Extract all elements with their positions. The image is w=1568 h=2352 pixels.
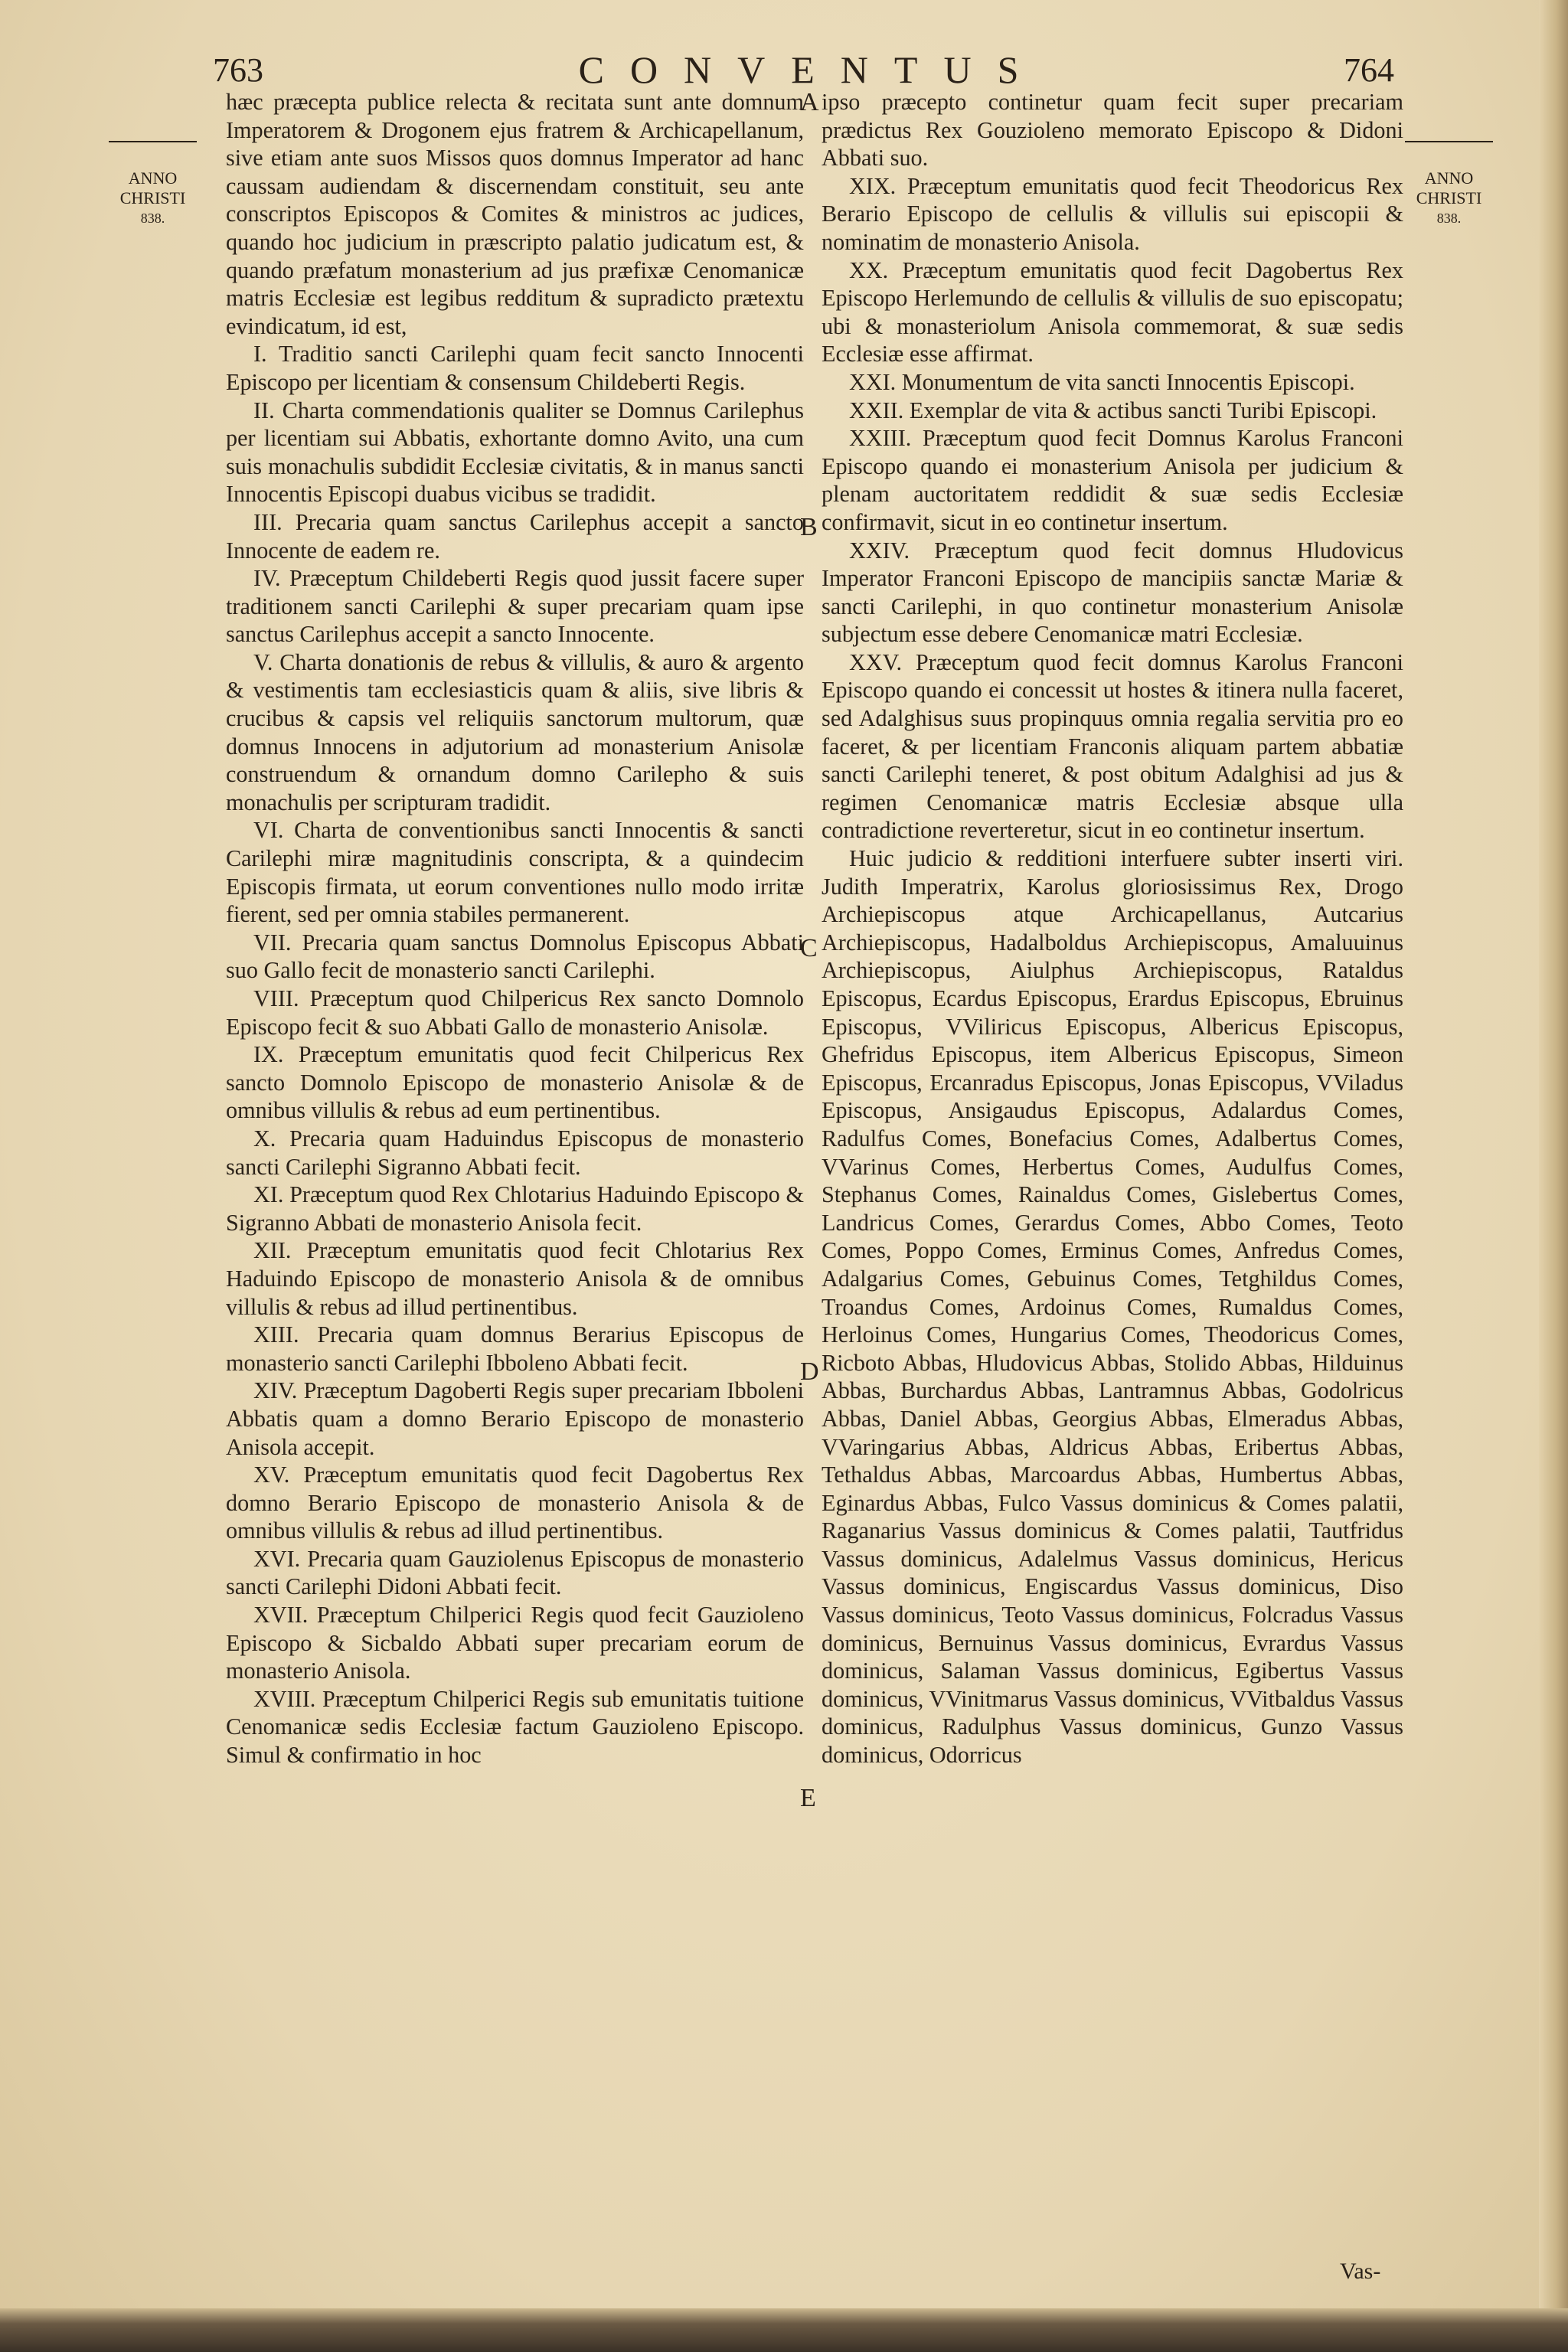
margin-year: 838. [1436,211,1462,226]
running-title: CONVENTUS [578,48,1045,91]
margin-christi: CHRISTI [119,188,186,207]
list-item: XXV. Præceptum quod fecit domnus Karolus Franconi Episcopo quando ei concessit ut hostes & itinera nulla faceret, sed Adalghisus suus propinquus omnia regalia servitia pro eo faceret, & per licentiam Franconis aliquam partem abbatiæ sancti Carilephi teneret, & post obitum Adalghisi ad jus & regimen Cenomanicæ matris Ecclesiæ absque ulla contradictione reverteretur, sicut in eo continetur insertum. [822,648,1403,844]
section-letter-e: E [800,1784,816,1812]
list-item: XX. Præceptum emunitatis quod fecit Dagobertus Rex Episcopo Herlemundo de cellulis & villulis de suo episcopatu; ubi & monasteriolum Anisola commemorat, & suæ sedis Ecclesiæ esse affirmat. [822,256,1403,368]
list-item: XII. Præceptum emunitatis quod fecit Chlotarius Rex Haduindo Episcopo de monasterio Anisola & de omnibus villulis & rebus ad illud pertinentibus. [226,1237,804,1320]
list-item: XIV. Præceptum Dagoberti Regis super precariam Ibboleni Abbatis quam a domno Berario Episcopo de monasterio Anisola accepit. [226,1377,804,1460]
section-letter-b: B [800,513,818,541]
margin-anno: ANNO [128,168,178,188]
right-text-column [822,88,1403,1769]
list-item: IX. Præceptum emunitatis quod fecit Chilpericus Rex sancto Domnolo Episcopo de monasterio Anisolæ & de omnibus villulis & rebus ad eum pertinentibus. [226,1041,804,1124]
list-item: XVIII. Præceptum Chilperici Regis sub emunitatis tuitione Cenomanicæ sedis Ecclesiæ factum Gauzioleno Episcopo. Simul & confirmatio in hoc [226,1685,804,1769]
list-item: I. Traditio sancti Carilephi quam fecit sancto Innocenti Episcopo per licentiam & consensum Childeberti Regis. [226,341,804,395]
list-item: IV. Præceptum Childeberti Regis quod jussit facere super traditionem sancti Carilephi & super precariam quam ipse sanctus Carilephus accepit a sancto Innocente. [226,565,804,648]
paragraph: Huic judicio & redditioni interfuere subter inserti viri. Judith Imperatrix, Karolus gloriosissimus Rex, Drogo Archiepiscopus atque Archicapellanus, Autcarius Archiepiscopus, Hadalboldus Archiepiscopus, Amaluuinus Archiepiscopus, Aiulphus Archiepiscopus, Rataldus Episcopus, Ecardus Episcopus, Erardus Episcopus, Ebruinus Episcopus, VViliricus Episcopus, Albericus Episcopus, Ghefridus Episcopus, item Albericus Episcopus, Simeon Episcopus, Ercanradus Episcopus, Jonas Episcopus, VViladus Episcopus, Ansigaudus Episcopus, Adalardus Comes, Radulfus Comes, Bonefacius Comes, Adalbertus Comes, VVarinus Comes, Herbertus Comes, Audulfus Comes, Stephanus Comes, Rainaldus Comes, Gislebertus Comes, Landricus Comes, Gerardus Comes, Abbo Comes, Teoto Comes, Poppo Comes, Erminus Comes, Anfredus Comes, Adalgarius Comes, Gebuinus Comes, Tetghildus Comes, Troandus Comes, Ardoinus Comes, Rumaldus Comes, Herloinus Comes, Hungarius Comes, Theodoricus Comes, Ricboto Abbas, Hludovicus Abbas, Stolido Abbas, Hilduinus Abbas, Burchardus Abbas, Lantramnus Abbas, Godolricus Abbas, Daniel Abbas, Georgius Abbas, Elmeradus Abbas, VVaringarius Abbas, Aldricus Abbas, Eribertus Abbas, Tethaldus Abbas, Marcoardus Abbas, Humbertus Abbas, Eginardus Abbas, Fulco Vassus dominicus & Comes palatii, Raganarius Vassus dominicus & Comes palatii, Tautfridus Vassus dominicus, Adalelmus Vassus dominicus, Hericus Vassus dominicus, Engiscardus Vassus dominicus, Diso Vassus dominicus, Teoto Vassus dominicus, Folcradus Vassus dominicus, Bernuinus Vassus dominicus, Evrardus Vassus dominicus, Salaman Vassus dominicus, Egibertus Vassus dominicus, VVinitmarus Vassus dominicus, VVitbaldus Vassus dominicus, Radulphus Vassus dominicus, Gunzo Vassus dominicus, Odorricus [822,845,1403,1769]
list-item: XXIV. Præceptum quod fecit domnus Hludovicus Imperator Franconi Episcopo de mancipiis sanctæ Mariæ & sancti Carilephi, in quo continetur monasterium Anisolæ subjectum esse debere Cenomanicæ matri Ecclesiæ. [822,537,1403,648]
list-item: XIX. Præceptum emunitatis quod fecit Theodoricus Rex Berario Episcopo de cellulis & villulis sui episcopii & nominatim de monasterio Anisola. [822,172,1403,255]
page-number-right: 764 [1344,51,1394,89]
paragraph: ipso præcepto continetur quam fecit super precariam prædictus Rex Gouzioleno memorato Episcopo & Didoni Abbati suo. [822,89,1403,172]
catchword: Vas- [1340,2259,1381,2284]
section-letter-c: C [800,934,818,962]
left-text-column [226,88,804,1769]
list-item: III. Precaria quam sanctus Carilephus accepit a sancto Innocente de eadem re. [226,508,804,564]
list-item: VIII. Præceptum quod Chilpericus Rex sancto Domnolo Episcopo fecit & suo Abbati Gallo de monasterio Anisolæ. [226,985,804,1040]
page-number-left: 763 [213,51,263,89]
list-item: XV. Præceptum emunitatis quod fecit Dagobertus Rex domno Berario Episcopo de monasterio Anisola & de omnibus villulis & rebus ad illud pertinentibus. [226,1462,804,1544]
margin-note-right [1405,141,1493,228]
margin-year: 838. [140,211,165,226]
list-item: X. Precaria quam Haduindus Episcopus de monasterio sancti Carilephi Sigranno Abbati fecit. [226,1125,804,1180]
list-item: XVII. Præceptum Chilperici Regis quod fecit Gauzioleno Episcopo & Sicbaldo Abbati super precariam eorum de monasterio Anisola. [226,1602,804,1684]
list-item: XIII. Precaria quam domnus Berarius Episcopus de monasterio sancti Carilephi Ibboleno Abbati fecit. [226,1321,804,1376]
margin-anno: ANNO [1424,168,1474,188]
margin-christi: CHRISTI [1416,188,1482,207]
list-item: VI. Charta de conventionibus sancti Innocentis & sancti Carilephi miræ magnitudinis conscripta, & a quindecim Episcopis firmata, ut eorum conventiones nullo modo irritæ fierent, sed per omnia stabiles permanerent. [226,817,804,928]
paragraph: hæc præcepta publice relecta & recitata sunt ante domnum Imperatorem & Drogonem ejus fratrem & Archicapellanum, sive etiam ante suos Missos quos domnus Imperator ad hanc caussam audiendam & discernendam constituit, seu ante conscriptos Episcopos & Comites & ministros ac judices, quando hoc judicium in præscripto palatio judicatum est, & quando præfatum monasterium ad jus præfixæ Cenomanicæ matris Ecclesiæ est legibus redditum & supradicto prætextu evindicatum, id est, [226,89,804,339]
margin-note-left [109,141,197,228]
page-bottom-edge [0,2308,1568,2352]
section-letter-d: D [800,1357,819,1386]
list-item: V. Charta donationis de rebus & villulis, & auro & argento & vestimentis tam ecclesiasticis quam & aliis, sive libris & crucibus & capsis vel reliquiis sanctorum multorum, quæ domnus Innocens in adjutorium ad monasterium Anisolæ construendum & ornandum domno Carilepho & suis monachulis per scripturam tradidit. [226,648,804,815]
list-item: VII. Precaria quam sanctus Domnolus Episcopus Abbati suo Gallo fecit de monasterio sancti Carilephi. [226,929,804,984]
list-item: II. Charta commendationis qualiter se Domnus Carilephus per licentiam sui Abbatis, exhortante domno Avito, una cum suis monachulis subdidit Ecclesiæ civitatis, & in manus sancti Innocentis Episcopi duabus vicibus se tradidit. [226,397,804,508]
list-item: XXIII. Præceptum quod fecit Domnus Karolus Franconi Episcopo quando ei monasterium Anisola per judicium & plenam auctoritatem reddidit & suæ sedis Ecclesiæ confirmavit, sicut in eo continetur insertum. [822,425,1403,535]
list-item: XVI. Precaria quam Gauziolenus Episcopus de monasterio sancti Carilephi Didoni Abbati fecit. [226,1545,804,1600]
section-letter-a: A [800,88,819,116]
list-item: XXI. Monumentum de vita sancti Innocentis Episcopi. [849,368,1355,395]
margin-rule [1405,141,1493,142]
margin-rule [109,141,197,142]
list-item: XXII. Exemplar de vita & actibus sancti Turibi Episcopi. [849,397,1377,423]
page-right-edge [1539,0,1568,2352]
list-item: XI. Præceptum quod Rex Chlotarius Haduindo Episcopo & Sigranno Abbati de monasterio Anisola fecit. [226,1181,804,1236]
